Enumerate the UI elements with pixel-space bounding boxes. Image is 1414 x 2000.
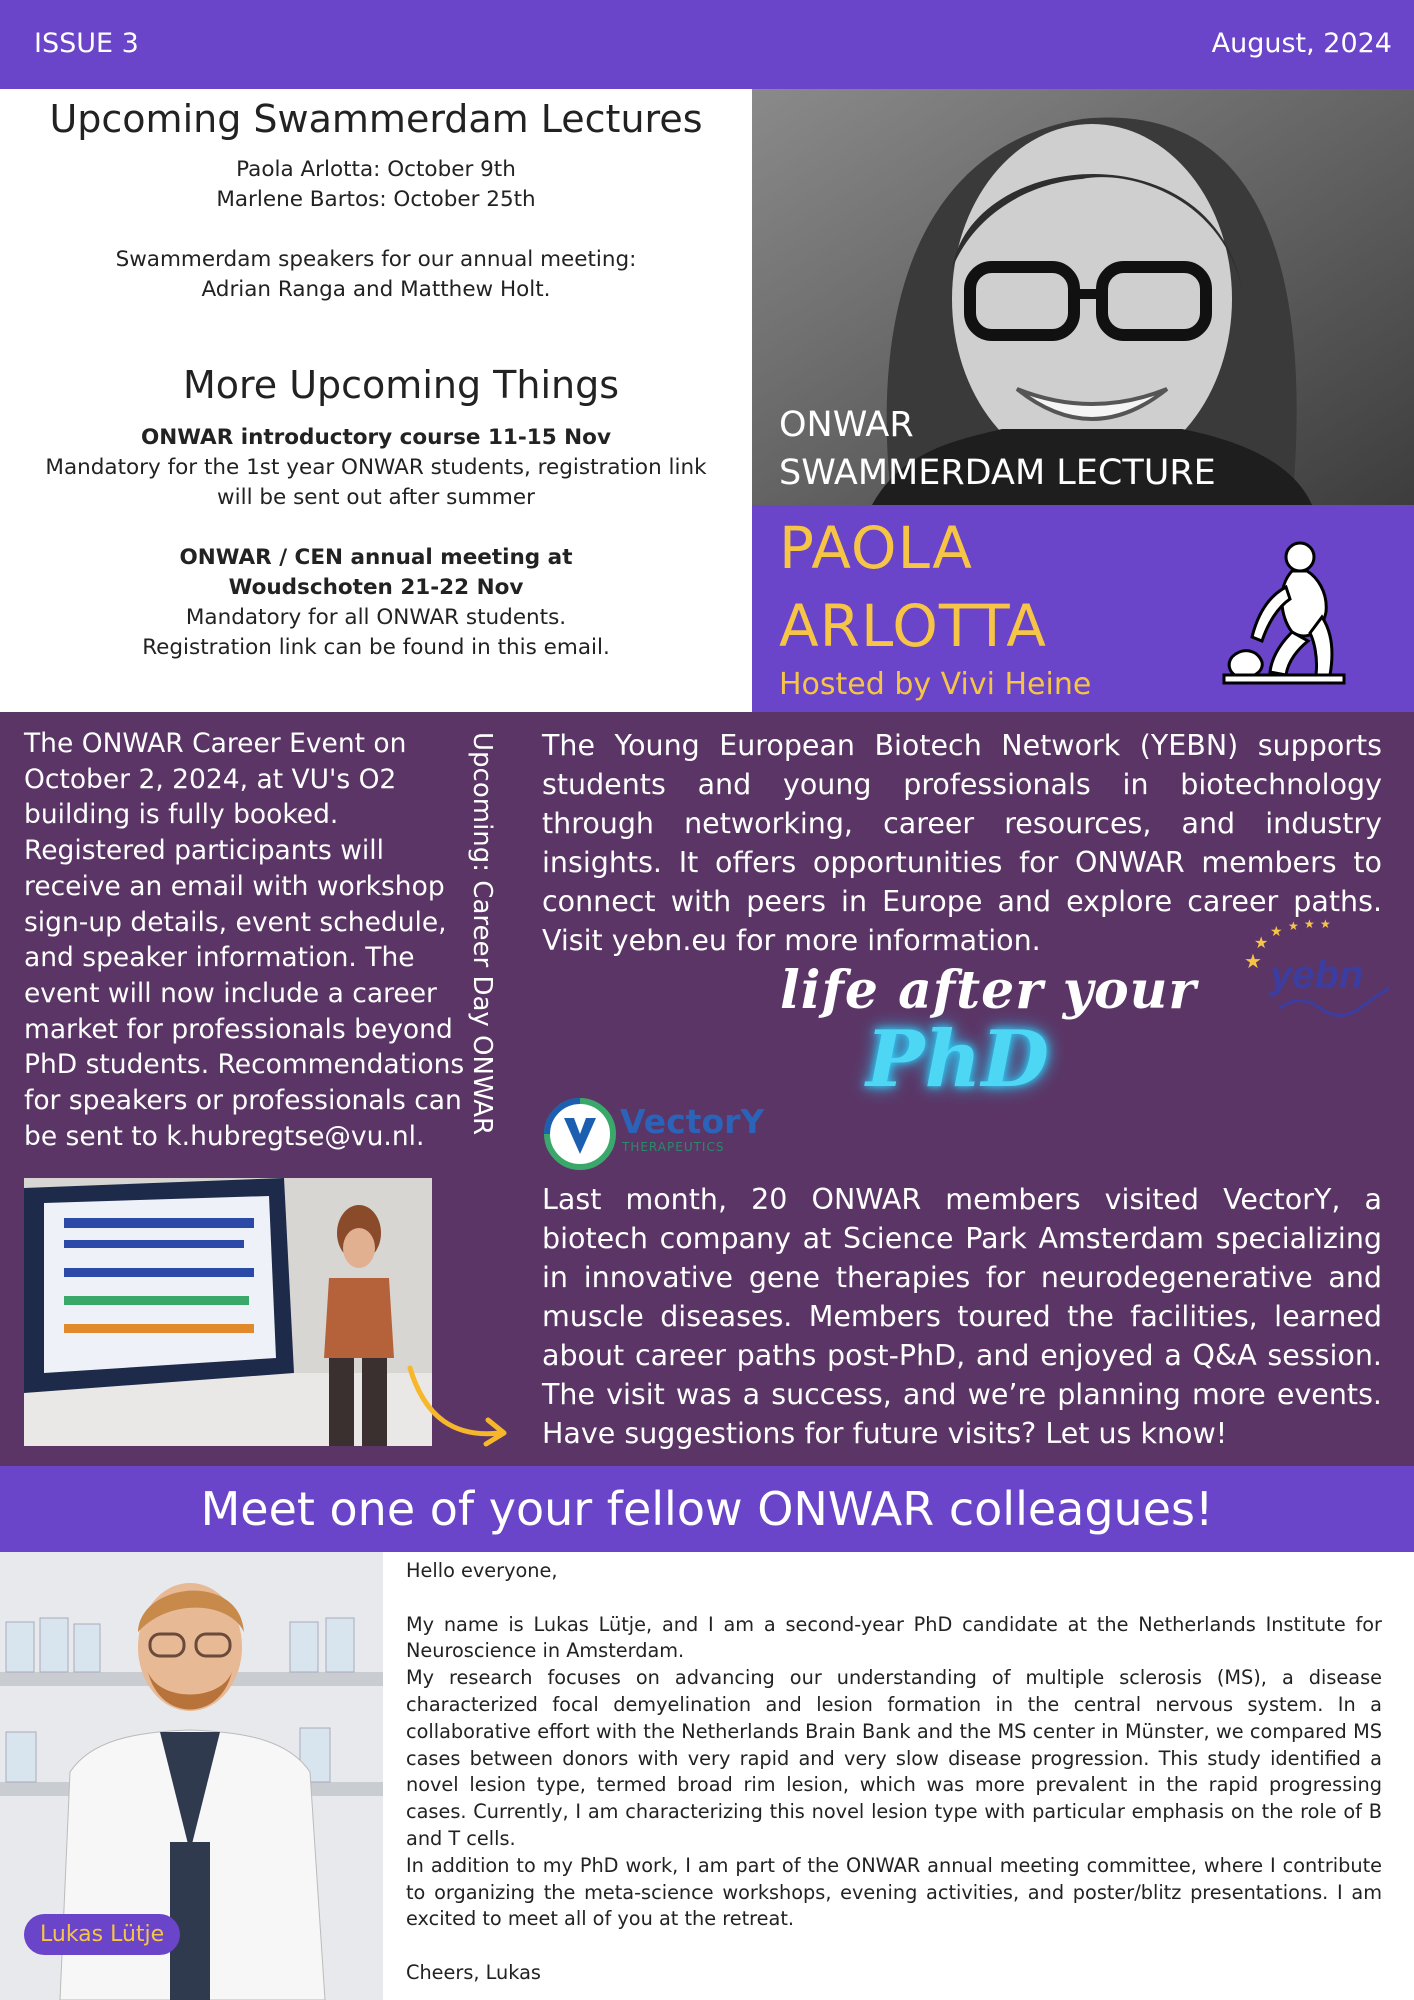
annual-meeting-line-2: Registration link can be found in this email. (142, 635, 610, 660)
arrow-icon (400, 1358, 520, 1448)
lecture-date-2: Marlene Bartos: October 25th (216, 187, 536, 212)
more-title: More Upcoming Things (182, 363, 620, 407)
career-section (0, 712, 1414, 1466)
phd-neon-text: PhD (866, 1014, 1050, 1105)
yebn-logo (1240, 918, 1390, 1018)
meet-title: Meet one of your fellow ONWAR colleagues! (200, 1482, 1214, 1536)
svg-text:★: ★ (1320, 918, 1331, 931)
presentation-photo-image (24, 1178, 432, 1446)
svg-text:★: ★ (1254, 933, 1269, 952)
lecture-label-line-2: SWAMMERDAM LECTURE (779, 453, 1216, 493)
vectory-logo-icon (542, 1096, 618, 1172)
speaker-portrait (752, 89, 1414, 505)
life-after-phd-title: life after your (780, 960, 1197, 1021)
annual-meeting-title-1: ONWAR / CEN annual meeting at (179, 545, 573, 570)
annual-meeting-title-2: Woudschoten 21-22 Nov (228, 575, 524, 600)
lecture-label (779, 401, 1216, 497)
host-line: Hosted by Vivi Heine (779, 667, 1092, 702)
intro-course-line-1: Mandatory for the 1st year ONWAR students, registration link (45, 455, 707, 480)
speaker-last-name: ARLOTTA (779, 592, 1047, 660)
statue-icon (1222, 537, 1352, 687)
intro-course-title: ONWAR introductory course 11-15 Nov (141, 425, 611, 450)
annual-speakers-names: Adrian Ranga and Matthew Holt. (201, 277, 551, 302)
lecture-label-line-1: ONWAR (779, 405, 914, 445)
career-event-text: The ONWAR Career Event on October 2, 2024, at VU's O2 building is fully booked. Registered participants will receive an email with workshop sign-up details, event schedule, and speaker information. The event will now include a career market for professionals beyond PhD students. Recommendations for speakers or professionals can be sent to k.hubregtse@vu.nl. (24, 728, 465, 1152)
lecture-date-1: Paola Arlotta: October 9th (236, 157, 516, 182)
vectory-logo-name: VectorY (620, 1102, 765, 1141)
annual-speakers-intro: Swammerdam speakers for our annual meeting: (115, 247, 637, 272)
speaker-name (779, 509, 1047, 665)
presentation-photo (24, 1178, 432, 1446)
career-vertical-label (463, 732, 503, 1172)
yebn-logo-text: yebn (1270, 953, 1364, 997)
svg-text:★: ★ (1270, 924, 1283, 940)
colleague-photo (0, 1552, 383, 2000)
lectures-title: Upcoming Swammerdam Lectures (49, 97, 703, 141)
meet-banner (0, 1466, 1414, 1552)
letter-paragraph-3: In addition to my PhD work, I am part of the ONWAR annual meeting committee, where I contribute to organizing the meta-science workshops, evening activities, and poster/blitz presentations. I am excited to meet all of you at the retreat. (406, 1853, 1382, 1931)
speaker-name-box (752, 505, 1414, 712)
letter-paragraph-2: My research focuses on advancing our understanding of multiple sclerosis (MS), a disease characterized focal demyelination and lesion formation in the central nervous system. In a collaborative effort with the Netherlands Brain Bank and the MS center in Münster, we compared MS cases between donors with very rapid and very slow disease progression. This study identified a novel lesion type, termed broad rim lesion, which was more prevalent in the rapid progressing cases. Currently, I am characterizing this novel lesion type with particular emphasis on the role of B and T cells. (406, 1666, 1382, 1850)
career-vertical-text: Upcoming: Career Day ONWAR (467, 732, 497, 1136)
yebn-text: The Young European Biotech Network (YEBN) supports students and young professionals in biotechnology through networking, career resources, and industry insights. It offers opportunities for ONWAR members to connect with peers in Europe and explore career paths. Visit yebn.eu for more information. (542, 729, 1382, 957)
lectures-section (0, 89, 752, 712)
speaker-first-name: PAOLA (779, 514, 973, 582)
svg-text:★: ★ (1288, 919, 1299, 933)
intro-course-line-2: will be sent out after summer (217, 485, 535, 510)
vectory-logo-sub: THERAPEUTICS (622, 1140, 725, 1154)
letter-signoff: Cheers, Lukas (406, 1960, 541, 1984)
colleague-name-tag: Lukas Lütje (24, 1914, 180, 1955)
letter-greeting: Hello everyone, (406, 1559, 558, 1582)
header-bar (0, 0, 1414, 89)
annual-meeting-line-1: Mandatory for all ONWAR students. (185, 605, 567, 630)
colleague-letter (406, 1558, 1382, 1987)
vectory-visit-text: Last month, 20 ONWAR members visited VectorY, a biotech company at Science Park Amsterdam specializing in innovative gene therapies for neurodegenerative and muscle diseases. Members toured the facilities, learned about career paths post-PhD, and enjoyed a Q&A session. The visit was a success, and we’re planning more events. Have suggestions for future visits? Let us know! (542, 1183, 1382, 1450)
svg-text:★: ★ (1304, 918, 1315, 931)
svg-text:★: ★ (1244, 949, 1262, 973)
issue-date: August, 2024 (1211, 28, 1392, 59)
letter-paragraph-1: My name is Lukas Lütje, and I am a second-year PhD candidate at the Netherlands Institute for Neuroscience in Amsterdam. (406, 1612, 1382, 1663)
issue-number: ISSUE 3 (34, 28, 139, 59)
